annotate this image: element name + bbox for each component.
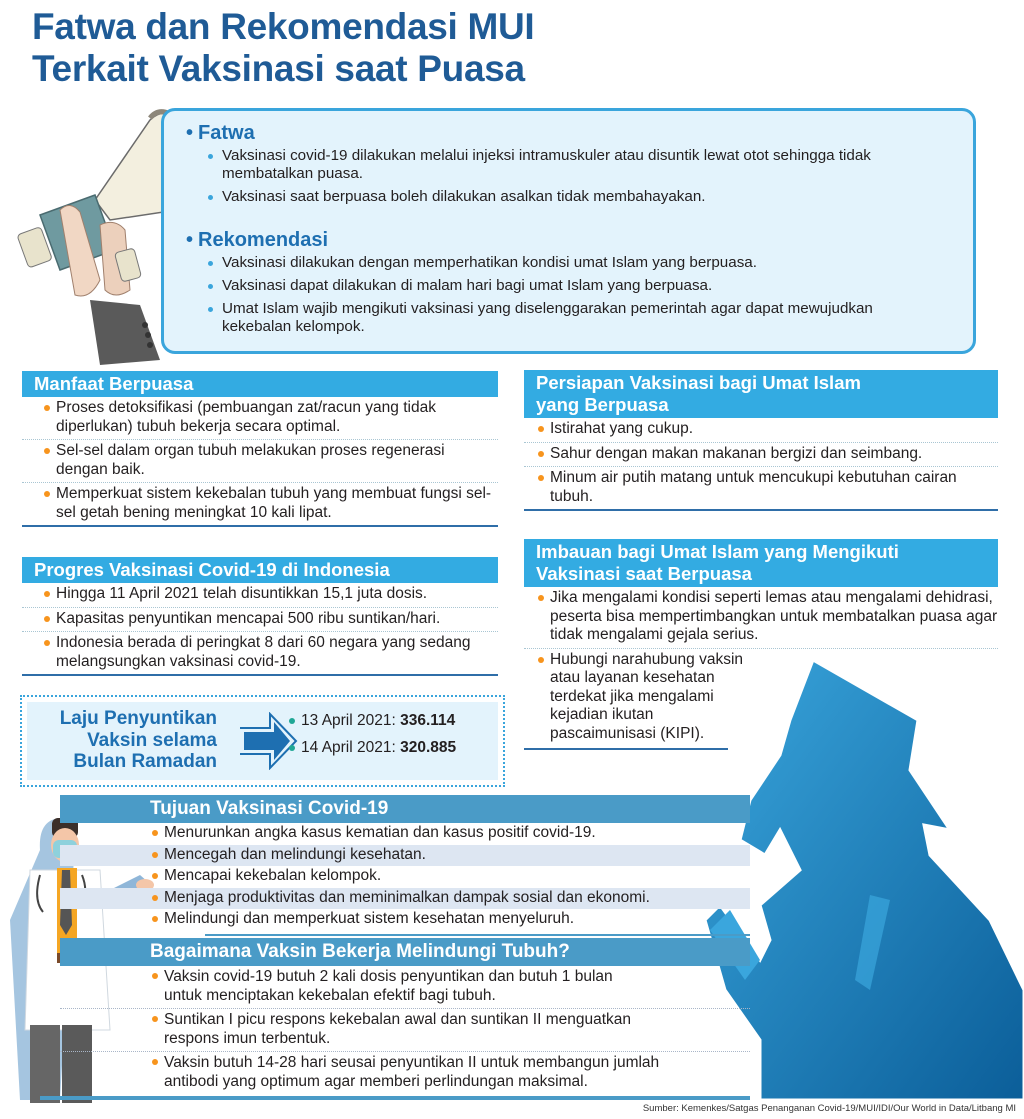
laju-entry: 13 April 2021: 336.114 <box>289 711 456 730</box>
page-title <box>32 6 652 90</box>
section-heading: Imbauan bagi Umat Islam yang Mengikuti Vaksinasi saat Berpuasa <box>524 539 998 587</box>
list-item: Jika mengalami kondisi seperti lemas atau mengalami dehidrasi, peserta bisa mempertimbangkan untuk membatalkan puasa agar tidak mengalami gejala serius. <box>524 587 998 649</box>
title-line-1: Fatwa dan Rekomendasi MUI <box>32 6 535 47</box>
list-item: Vaksin covid-19 butuh 2 kali dosis penyuntikan dan butuh 1 bulan untuk menciptakan kekebalan efektif bagi tubuh. <box>60 966 750 1009</box>
fatwa-item: Vaksinasi saat berpuasa boleh dilakukan asalkan tidak membahayakan. <box>208 188 948 206</box>
section-heading: Manfaat Berpuasa <box>22 371 498 397</box>
list-item: Kapasitas penyuntikan mencapai 500 ribu suntikan/hari. <box>22 608 498 633</box>
manfaat-berpuasa-section <box>22 371 498 527</box>
bottom-divider <box>40 1096 750 1100</box>
tujuan-list <box>60 823 750 931</box>
section-heading: Persiapan Vaksinasi bagi Umat Islam yang Berpuasa <box>524 370 998 418</box>
laju-title: Laju Penyuntikan Vaksin selama Bulan Ramadan <box>59 708 217 772</box>
progres-list <box>22 583 498 676</box>
section-heading: Tujuan Vaksinasi Covid-19 <box>60 795 750 823</box>
section-heading: Progres Vaksinasi Covid-19 di Indonesia <box>22 557 498 583</box>
list-item: Vaksin butuh 14-28 hari seusai penyuntikan II untuk membangun jumlah antibodi yang optimum agar memberi perlindungan maksimal. <box>60 1052 750 1094</box>
list-item: Melindungi dan memperkuat sistem kesehatan menyeluruh. <box>60 909 750 931</box>
list-item: Menurunkan angka kasus kematian dan kasus positif covid-19. <box>60 823 750 845</box>
list-item: Memperkuat sistem kekebalan tubuh yang membuat fungsi sel-sel getah bening meningkat 10 kali lipat. <box>22 483 498 527</box>
laju-list <box>289 711 456 765</box>
manfaat-list <box>22 397 498 527</box>
list-item: Proses detoksifikasi (pembuangan zat/racun yang tidak diperlukan) tubuh bekerja secara optimal. <box>22 397 498 440</box>
list-item: Sel-sel dalam organ tubuh melakukan proses regenerasi dengan baik. <box>22 440 498 483</box>
section-divider <box>524 748 728 750</box>
bagaimana-vaksin-bekerja-section <box>60 938 750 1094</box>
fatwa-heading: • Fatwa <box>186 122 255 144</box>
list-item: Hubungi narahubung vaksin atau layanan kesehatan terdekat jika mengalami kejadian ikutan pascaimunisasi (KIPI). <box>524 649 749 747</box>
list-item: Suntikan I picu respons kekebalan awal dan suntikan II menguatkan respons imun terbentuk. <box>60 1009 750 1052</box>
list-item: Hingga 11 April 2021 telah disuntikkan 15,1 juta dosis. <box>22 583 498 608</box>
list-item: Minum air putih matang untuk mencukupi kebutuhan cairan tubuh. <box>524 467 998 511</box>
list-item: Mencapai kekebalan kelompok. <box>60 866 750 888</box>
section-heading: Bagaimana Vaksin Bekerja Melindungi Tubuh? <box>60 938 750 966</box>
rekomendasi-item: Vaksinasi dilakukan dengan memperhatikan kondisi umat Islam yang berpuasa. <box>208 254 948 272</box>
fatwa-rekomendasi-box <box>161 108 976 354</box>
persiapan-list <box>524 418 998 511</box>
list-item: Menjaga produktivitas dan meminimalkan dampak sosial dan ekonomi. <box>60 888 750 910</box>
list-item: Istirahat yang cukup. <box>524 418 998 443</box>
fatwa-list <box>208 147 973 206</box>
rekomendasi-item: Vaksinasi dapat dilakukan di malam hari bagi umat Islam yang berpuasa. <box>208 277 948 295</box>
rekomendasi-item: Umat Islam wajib mengikuti vaksinasi yang diselenggarakan pemerintah agar dapat mewujudkan kekebalan kelompok. <box>208 300 908 336</box>
fatwa-item: Vaksinasi covid-19 dilakukan melalui injeksi intramuskuler atau disuntik lewat otot sehingga tidak membatalkan puasa. <box>208 147 948 183</box>
list-item: Indonesia berada di peringkat 8 dari 60 negara yang sedang melangsungkan vaksinasi covid-19. <box>22 632 498 676</box>
bagaimana-list <box>60 966 750 1094</box>
list-item: Mencegah dan melindungi kesehatan. <box>60 845 750 867</box>
section-divider <box>205 934 750 936</box>
tujuan-vaksinasi-section <box>60 795 750 936</box>
source-credit: Sumber: Kemenkes/Satgas Penanganan Covid-19/MUI/IDI/Our World in Data/Litbang MI <box>642 1103 1016 1114</box>
title-line-2: Terkait Vaksinasi saat Puasa <box>32 48 525 89</box>
laju-penyuntikan-box <box>20 695 505 787</box>
rekomendasi-heading: • Rekomendasi <box>186 229 329 251</box>
progres-vaksinasi-section <box>22 557 498 676</box>
laju-entry: 14 April 2021: 320.885 <box>289 738 456 757</box>
list-item: Sahur dengan makan makanan bergizi dan seimbang. <box>524 443 998 468</box>
persiapan-vaksinasi-section <box>524 370 998 511</box>
rekomendasi-list <box>208 254 973 336</box>
